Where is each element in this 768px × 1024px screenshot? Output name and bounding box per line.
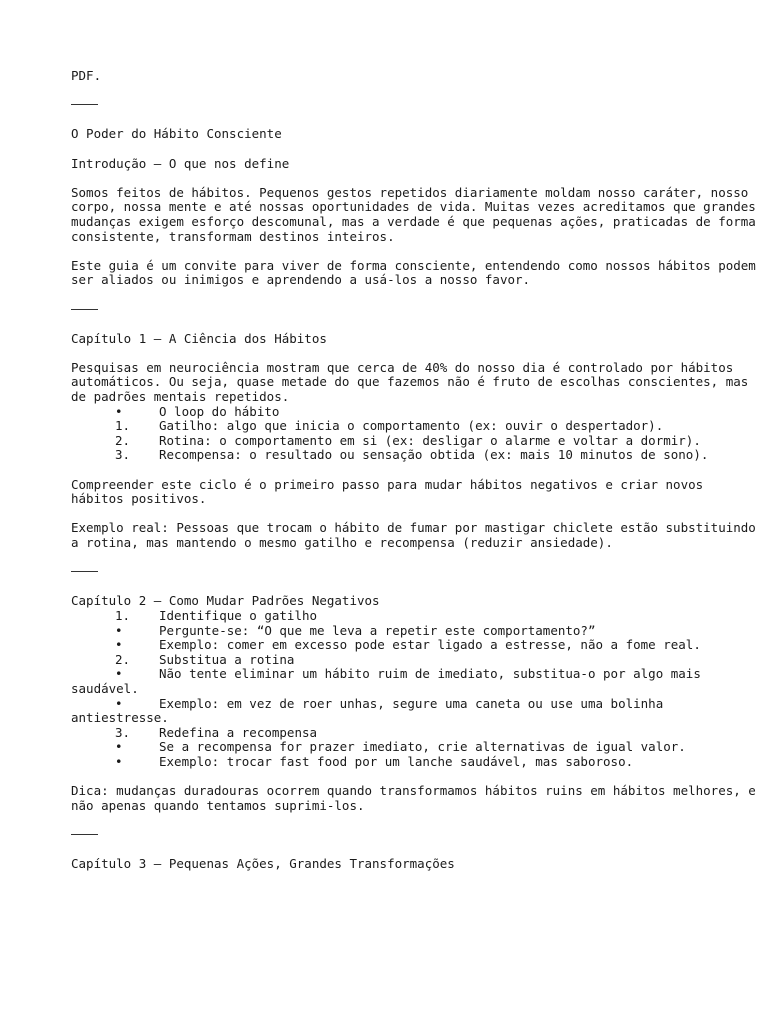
- intro-heading: Introdução – O que nos define: [71, 155, 290, 171]
- list-marker: •: [115, 403, 123, 419]
- list-item-text: Pergunte-se: “O que me leva a repetir este comportamento?”: [159, 622, 596, 638]
- list-item: [71, 434, 761, 449]
- section-divider: [71, 303, 761, 318]
- chapter-1-paragraph-3: Exemplo real: Pessoas que trocam o hábito de fumar por mastigar chiclete estão substituindo a rotina, mas mantendo o mesmo gatilho e recompensa (reduzir ansiedade).: [71, 520, 756, 550]
- list-item-text: Se a recompensa for prazer imediato, crie alternativas de igual valor.: [159, 739, 686, 755]
- list-marker: •: [115, 622, 123, 638]
- list-item-text: Exemplo: comer em excesso pode estar ligado a estresse, não a fome real.: [159, 637, 701, 653]
- list-marker: 3.: [115, 447, 131, 463]
- section-divider: [71, 98, 761, 113]
- list-item-text: O loop do hábito: [159, 403, 280, 419]
- list-marker: •: [115, 753, 123, 769]
- list-item: [71, 624, 761, 639]
- list-item-text: Recompensa: o resultado ou sensação obtida (ex: mais 10 minutos de sono).: [159, 447, 709, 463]
- list-marker: 1.: [115, 607, 131, 623]
- list-marker: •: [115, 695, 123, 711]
- list-item: [71, 405, 761, 420]
- list-marker: 2.: [115, 651, 131, 667]
- intro-paragraph-2: Este guia é um convite para viver de forma consciente, entendendo como nossos hábitos podem ser aliados ou inimigos e aprendendo a usá-los a nosso favor.: [71, 257, 756, 288]
- chapter-3-heading: Capítulo 3 – Pequenas Ações, Grandes Transformações: [71, 856, 455, 872]
- chapter-2-list: [71, 609, 761, 770]
- list-item: [71, 740, 761, 755]
- list-item: [71, 667, 761, 696]
- list-item: [71, 726, 761, 741]
- chapter-1-list: [71, 405, 761, 463]
- list-item: [71, 697, 761, 726]
- list-item: [71, 755, 761, 770]
- chapter-2-heading: Capítulo 2 – Como Mudar Padrões Negativos: [71, 593, 380, 609]
- document-title: O Poder do Hábito Consciente: [71, 126, 282, 142]
- list-marker: •: [115, 637, 123, 653]
- list-marker: •: [115, 666, 123, 682]
- list-item: [71, 448, 761, 463]
- list-marker: 2.: [115, 432, 131, 448]
- list-item: [71, 419, 761, 434]
- list-item-text: Redefina a recompensa: [159, 724, 318, 740]
- list-item-text: Não tente eliminar um hábito ruim de imediato, substitua-o por algo mais saudável.: [71, 666, 701, 696]
- chapter-1-paragraph-1: Pesquisas em neurociência mostram que cerca de 40% do nosso dia é controlado por hábitos automáticos. Ou seja, quase metade do que fazemos não é fruto de escolhas conscientes, mas de padrões mentais repetidos.: [71, 359, 749, 405]
- list-item-text: Identifique o gatilho: [159, 607, 318, 623]
- section-divider: [71, 828, 761, 843]
- list-item-text: Exemplo: em vez de roer unhas, segure uma caneta ou use uma bolinha antiestresse.: [71, 695, 664, 726]
- document-page: [71, 69, 761, 872]
- chapter-1-paragraph-2: Compreender este ciclo é o primeiro passo para mudar hábitos negativos e criar novos hábitos positivos.: [71, 476, 704, 507]
- chapter-1-heading: Capítulo 1 – A Ciência dos Hábitos: [71, 330, 327, 346]
- header-text: PDF.: [71, 68, 102, 83]
- list-marker: 1.: [115, 418, 131, 434]
- list-marker: •: [115, 739, 123, 755]
- section-divider: [71, 565, 761, 580]
- list-item: [71, 653, 761, 668]
- list-item: [71, 609, 761, 624]
- intro-paragraph-1: Somos feitos de hábitos. Pequenos gestos repetidos diariamente moldam nosso caráter, nosso corpo, nossa mente e até nossas oportunidades de vida. Muitas vezes acreditamos que grandes mudanças exigem esforço descomunal, mas a verdade é que pequenas ações, praticadas de forma consistente, transformam destinos inteiros.: [71, 184, 756, 244]
- list-item: [71, 638, 761, 653]
- list-item-text: Rotina: o comportamento em si (ex: desligar o alarme e voltar a dormir).: [159, 432, 701, 448]
- list-marker: 3.: [115, 724, 131, 740]
- list-item-text: Gatilho: algo que inicia o comportamento (ex: ouvir o despertador).: [159, 418, 664, 434]
- chapter-2-tip: Dica: mudanças duradouras ocorrem quando transformamos hábitos ruins em hábitos melhores, e não apenas quando tentamos suprimi-los.: [71, 783, 756, 813]
- list-item-text: Exemplo: trocar fast food por um lanche saudável, mas saboroso.: [159, 753, 634, 769]
- list-item-text: Substitua a rotina: [159, 651, 295, 667]
